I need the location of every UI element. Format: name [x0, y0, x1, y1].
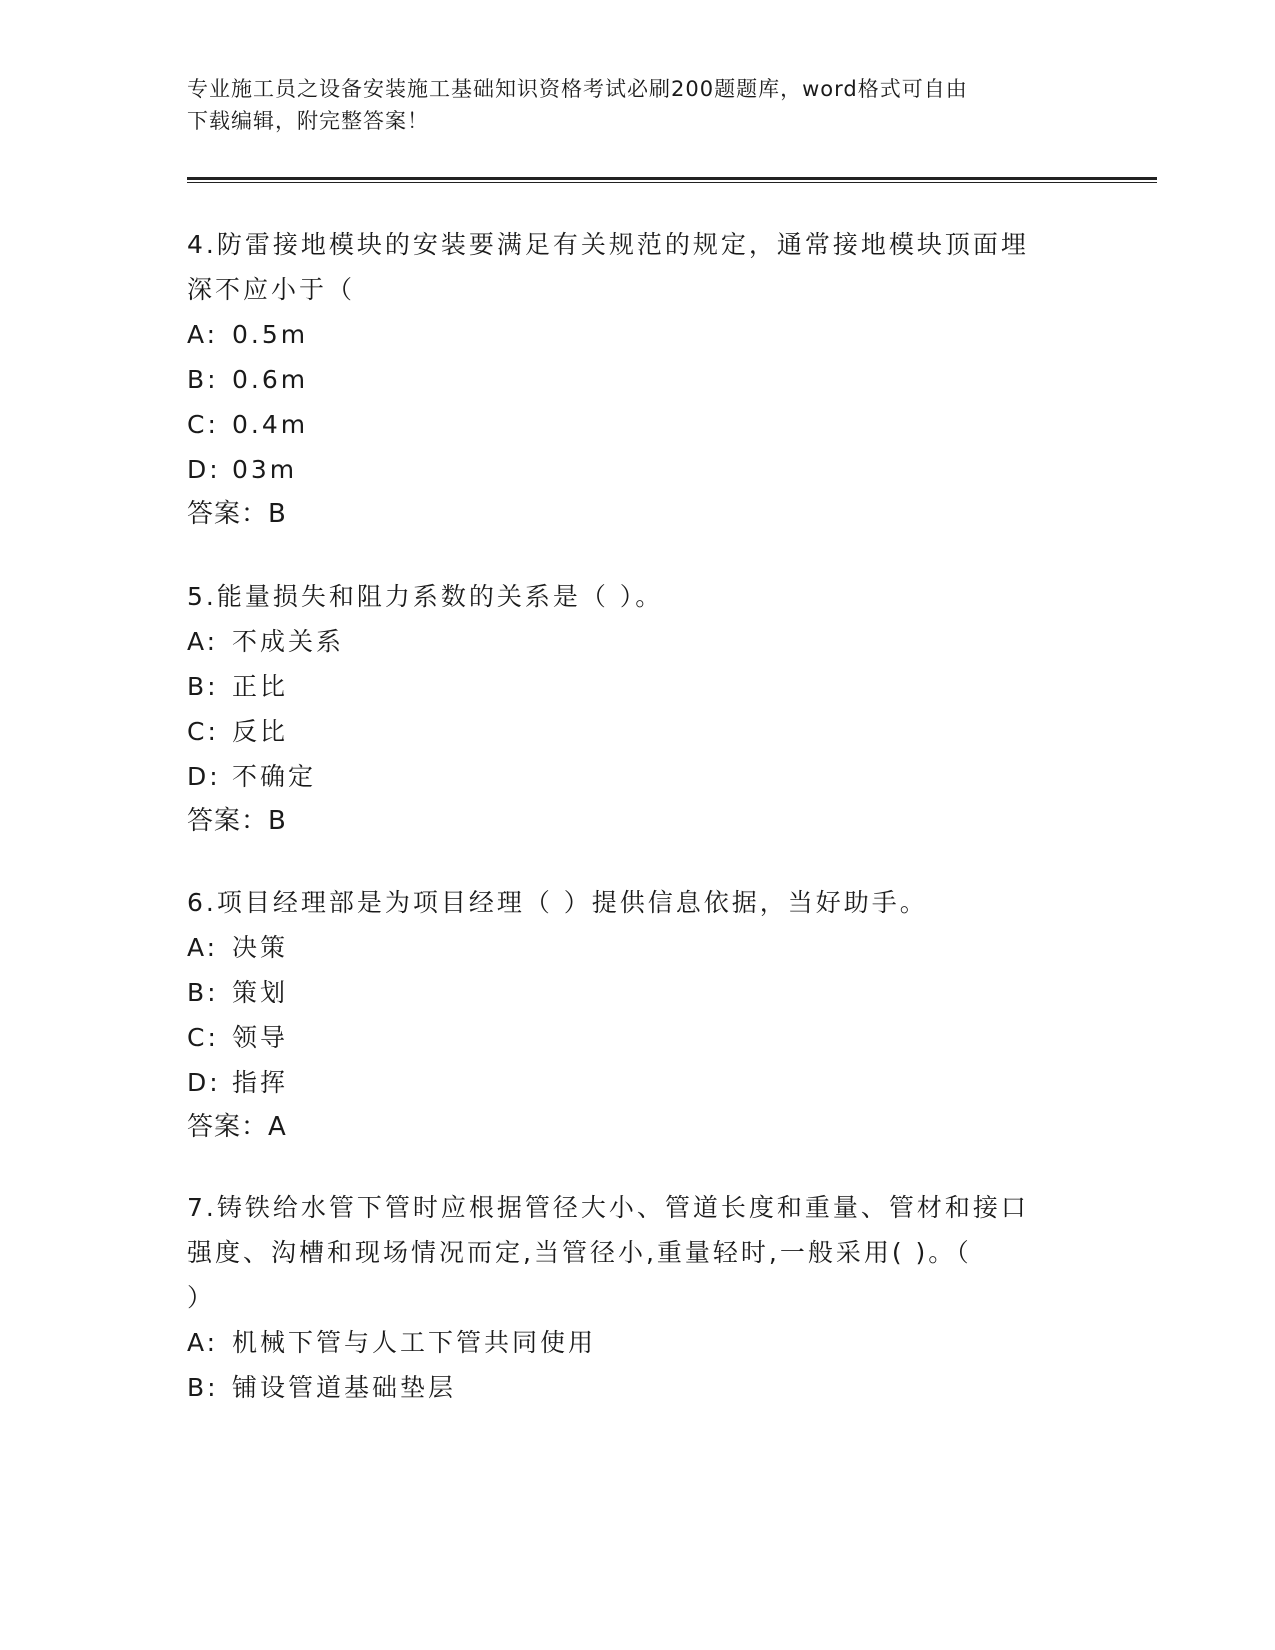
answer-label: 答案：B — [187, 806, 287, 836]
option-a — [187, 1320, 1087, 1365]
option-key: D: — [187, 1068, 221, 1097]
question-4 — [187, 222, 1087, 537]
option-a — [187, 925, 1087, 970]
option-key: A: — [187, 627, 219, 656]
option-key: B: — [187, 365, 219, 394]
option-text: 正比 — [232, 672, 289, 701]
option-c — [187, 1015, 1087, 1060]
option-text: 03m — [232, 455, 298, 484]
option-text: 不确定 — [232, 762, 317, 791]
question-5 — [187, 574, 1087, 844]
option-b — [187, 970, 1087, 1015]
option-key: B: — [187, 672, 219, 701]
option-text: 策划 — [232, 978, 289, 1007]
option-key: C: — [187, 410, 219, 439]
option-d — [187, 754, 1087, 799]
option-text: 机械下管与人工下管共同使用 — [232, 1328, 597, 1357]
option-b — [187, 664, 1087, 709]
question-stem: 7.铸铁给水管下管时应根据管径大小、管道长度和重量、管材和接口 — [187, 1193, 1029, 1222]
question-stem: 深不应小于（ — [187, 275, 356, 304]
option-c — [187, 402, 1087, 447]
answer-label: 答案：A — [187, 1112, 287, 1142]
option-d — [187, 1060, 1087, 1105]
option-text: 0.6m — [232, 365, 309, 394]
option-key: A: — [187, 320, 219, 349]
option-key: C: — [187, 1023, 219, 1052]
option-text: 0.5m — [232, 320, 309, 349]
option-b — [187, 1365, 1087, 1410]
option-c — [187, 709, 1087, 754]
option-text: 指挥 — [232, 1068, 289, 1097]
option-text: 领导 — [232, 1023, 289, 1052]
question-stem: 4.防雷接地模块的安装要满足有关规范的规定，通常接地模块顶面埋 — [187, 230, 1029, 259]
document-header — [187, 73, 1087, 137]
option-key: A: — [187, 933, 219, 962]
option-key: B: — [187, 978, 219, 1007]
option-text: 决策 — [232, 933, 289, 962]
option-text: 铺设管道基础垫层 — [232, 1373, 457, 1402]
option-key: C: — [187, 717, 219, 746]
question-stem: ） — [187, 1283, 216, 1312]
option-a — [187, 312, 1087, 357]
option-a — [187, 619, 1087, 664]
option-b — [187, 357, 1087, 402]
option-text: 反比 — [232, 717, 289, 746]
header-line-1: 专业施工员之设备安装施工基础知识资格考试必刷200题题库，word格式可自由 — [187, 77, 968, 101]
question-stem: 强度、沟槽和现场情况而定,当管径小,重量轻时,一般采用( )。（ — [187, 1238, 972, 1267]
option-key: A: — [187, 1328, 219, 1357]
option-key: D: — [187, 455, 221, 484]
question-7 — [187, 1185, 1087, 1410]
option-text: 不成关系 — [232, 627, 345, 656]
option-key: B: — [187, 1373, 219, 1402]
option-text: 0.4m — [232, 410, 309, 439]
question-6 — [187, 880, 1087, 1150]
answer-label: 答案：B — [187, 499, 287, 529]
option-key: D: — [187, 762, 221, 791]
option-d — [187, 447, 1087, 492]
question-stem: 6.项目经理部是为项目经理（ ）提供信息依据，当好助手。 — [187, 888, 928, 917]
header-line-2: 下载编辑，附完整答案！ — [187, 109, 429, 133]
header-divider-thick — [187, 177, 1157, 180]
question-stem: 5.能量损失和阻力系数的关系是（ ）。 — [187, 582, 664, 611]
header-divider-thin — [187, 182, 1157, 183]
